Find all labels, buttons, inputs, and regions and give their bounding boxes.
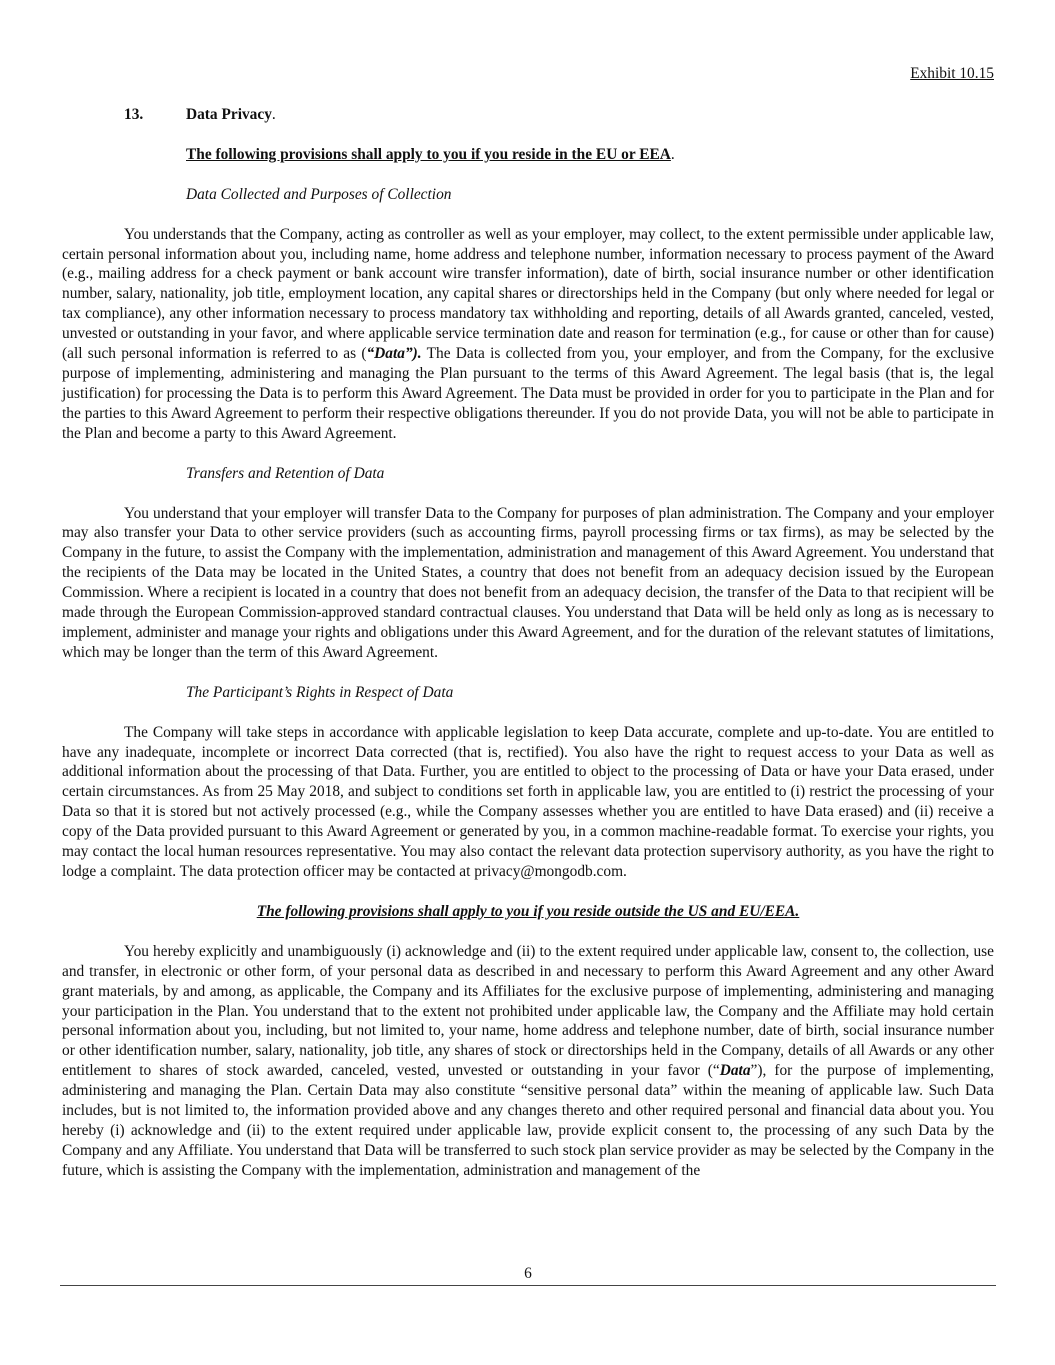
eu-provisions-heading-period: . — [670, 145, 675, 163]
section-heading — [124, 105, 994, 125]
data-defined-term: “Data”). — [366, 345, 422, 363]
section-title: Data Privacy — [186, 105, 272, 123]
transfers-heading: Transfers and Retention of Data — [186, 464, 385, 482]
outside-paragraph-text-cont: ”), for the purpose of implementing, administering and managing the Plan. Certain Data may also constitute “sensitive personal data” within the meaning of applicable law. Such Data includes, but is not limited to, the information provided above and any changes thereto and other required personal and financial data about you. You hereby (i) acknowledge and (ii) to the extent required under applicable law, provide explicit consent to, the processing of any such Data by the Company and any Affiliate. You understand that Data will be transferred to such stock plan service provider as may be selected by the Company in the future, which is assisting the Company with the implementation, administration and management of the — [62, 1062, 994, 1179]
collection-heading: Data Collected and Purposes of Collection — [186, 185, 452, 203]
data-defined-term-2: Data — [719, 1062, 751, 1080]
rights-paragraph: The Company will take steps in accordance with applicable legislation to keep Data accurate, complete and up-to-date. You are entitled to have any inadequate, incomplete or incorrect Data corrected (that is, rectified). You also have the right to request access to your Data as well as additional information about the processing of that Data. Further, you are entitled to object to the processing of Data or have your Data erased, under certain circumstances. As from 25 May 2018, and subject to conditions set forth in applicable law, you are entitled to (i) restrict the processing of your Data so that it is stored but not actively processed (e.g., while the Company assesses whether you are entitled to have Data erased) and (ii) receive a copy of the Data provided pursuant to this Award Agreement or generated by you, in a common machine-readable format. To exercise your rights, you may contact the local human resources representative. You may also contact the relevant data protection supervisory authority, as you have the right to lodge a complaint. The data protection officer may be contacted at privacy@mongodb.com. — [62, 723, 994, 880]
eu-provisions-heading — [186, 145, 994, 165]
collection-paragraph-text: You understands that the Company, acting as controller as well as your employer, may collect, to the extent permissible under applicable law, certain personal information about you, including name, home address and telephone number, information necessary to process payment of the Award (e.g., mailing address for a check payment or bank account wire transfer information), date of birth, social insurance number or other identification number, salary, nationality, job title, employment location, any capital shares or directorships held in the Company (but only where needed for legal or tax compliance), any other information necessary to process mandatory tax withholding and reporting, details of all Awards granted, canceled, vested, unvested or outstanding in your favor, and where applicable service termination date and reason for termination (e.g., for cause or other than for cause) (all such personal information is referred to as ( — [62, 225, 994, 363]
eu-provisions-heading-text: The following provisions shall apply to you if you reside in the EU or EEA — [186, 145, 671, 163]
collection-paragraph-text-cont: The Data is collected from you, your employer, and from the Company, for the exclusive purpose of implementing, administering and managing the Plan pursuant to the terms of this Award Agreement. The legal basis (that is, the legal justification) for processing the Data is to perform this Award Agreement. The Data must be provided in order for you to participate in the Plan and for the parties to this Award Agreement to perform their respective obligations thereunder. If you do not provide Data, you will not be able to participate in the Plan and become a party to this Award Agreement. — [62, 345, 994, 442]
exhibit-label: Exhibit 10.15 — [910, 65, 994, 82]
collection-paragraph — [62, 225, 994, 444]
rights-heading: The Participant’s Rights in Respect of Data — [186, 683, 454, 701]
outside-paragraph-text: You hereby explicitly and unambiguously (i) acknowledge and (ii) to the extent required under applicable law, consent to, the collection, use and transfer, in electronic or other form, of your personal data as described in and necessary to perform this Award Agreement and any other Award grant materials, by and among, as applicable, the Company and its Affiliates for the exclusive purpose of implementing, administering and managing your participation in the Plan. You understand that to the extent not prohibited under applicable law, the Company and the Affiliate may hold certain personal information about you, including, but not limited to, your name, home address and telephone number, date of birth, social insurance number or other identification number, salary, nationality, job title, any shares of stock or directorships held in the Company, details of all Awards or any other entitlement to shares of stock awarded, canceled, vested, unvested or outstanding in your favor (“ — [62, 942, 994, 1080]
outside-provisions-heading: The following provisions shall apply to you if you reside outside the US and EU/EEA. — [256, 902, 800, 920]
outside-paragraph — [62, 942, 994, 1181]
page-number: 6 — [524, 1265, 532, 1282]
section-number: 13. — [124, 105, 144, 123]
section-title-period: . — [271, 105, 276, 123]
transfers-paragraph: You understand that your employer will transfer Data to the Company for purposes of plan administration. The Company and your employer may also transfer your Data to other service providers (such as accounting firms, payroll processing firms or tax firms), as may be selected by the Company in the future, to assist the Company with the implementation, administration and management of this Award Agreement. You understand that the recipients of the Data may be located in the United States, a country that does not benefit from an adequacy decision issued by the European Commission. Where a recipient is located in a country that does not benefit from an adequacy decision, the transfer of the Data to that recipient will be made through the European Commission-approved standard contractual clauses. You understand that Data will be held only as long as is necessary to implement, administer and manage your rights and obligations under this Award Agreement, and for the duration of the relevant statutes of limitations, which may be longer than the term of this Award Agreement. — [62, 504, 994, 661]
footer-divider — [60, 1285, 996, 1286]
document-page — [62, 64, 994, 1181]
